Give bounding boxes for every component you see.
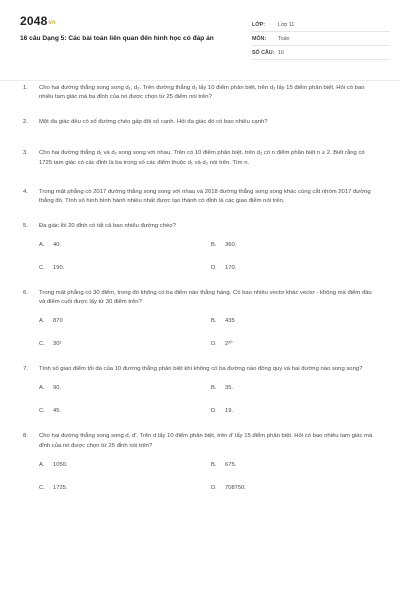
choice-label: D. <box>211 341 217 348</box>
choice-d[interactable] <box>211 340 383 349</box>
question-number: 3. <box>23 150 28 157</box>
answer-choices <box>39 461 378 493</box>
choice-text: 45. <box>53 408 62 415</box>
choice-text: 360. <box>225 242 237 249</box>
question-7 <box>23 365 378 416</box>
choice-text: 19. <box>225 408 234 415</box>
choice-b[interactable] <box>211 384 383 393</box>
question-4 <box>23 188 378 206</box>
question-text: Đa giác lồi 20 đỉnh có tất cả bao nhiêu đường chéo? <box>39 222 176 229</box>
choice-text: 90. <box>53 385 62 392</box>
meta-value: Lớp 11 <box>278 21 295 28</box>
choice-d[interactable] <box>211 407 383 416</box>
answer-choices <box>39 384 378 416</box>
question-5 <box>23 222 378 273</box>
choice-label: B. <box>211 242 217 249</box>
choice-label: B. <box>211 461 217 468</box>
question-text: Cho hai đường thẳng d₁ và d₂ song song với nhau. Trên có 10 điểm phân biệt, trên d₂ có n điểm phân biệt n ≥ 2. Biết rằng có 1725 tam giác có các đỉnh là ba trong số các điểm thuộc d₁ và d₂ nói trên. Tìm n. <box>39 150 365 166</box>
choice-c[interactable] <box>39 407 211 416</box>
question-list <box>23 84 378 493</box>
header-divider <box>0 80 400 81</box>
meta-value: Toán <box>278 35 290 42</box>
choice-a[interactable] <box>39 241 211 250</box>
choice-text: 1725. <box>53 484 68 491</box>
question-text: Trong mặt phẳng có 2017 đường thẳng song song với nhau và 2018 đường thẳng song song khác cùng cắt nhóm 2017 đường thẳng đó. Tính số hình bình hành nhiều nhất được tạo thành có đỉnh là các giao điểm nói trên. <box>39 188 371 204</box>
choice-a[interactable] <box>39 384 211 393</box>
logo-number: 2048 <box>20 14 48 28</box>
choice-d[interactable] <box>211 484 383 493</box>
choice-text: 190. <box>53 265 65 272</box>
question-text: Tính số giao điểm tối đa của 10 đường thẳng phân biệt khi không có ba đường nào đồng quy và hai đường nào song song? <box>39 366 363 373</box>
answer-choices <box>39 317 378 349</box>
choice-text: 870 <box>53 318 63 325</box>
meta-row-subject <box>252 32 390 46</box>
choice-b[interactable] <box>211 461 383 470</box>
question-6 <box>23 289 378 349</box>
choice-label: C. <box>39 341 45 348</box>
choice-b[interactable] <box>211 317 383 326</box>
choice-label: D. <box>211 265 217 272</box>
question-3 <box>23 149 378 167</box>
choice-text: 675. <box>225 461 237 468</box>
question-number: 4. <box>23 188 28 195</box>
question-text: Cho hai đường thẳng song song d, d′. Trên d lấy 10 điểm phân biệt, trên d′ lấy 15 điểm phân biệt. Hỏi có bao nhiêu tam giác mà đỉnh của nó được chọn từ 25 đỉnh nói trên? <box>39 433 373 449</box>
question-2 <box>23 118 378 127</box>
choice-b[interactable] <box>211 241 383 250</box>
choice-text: 708750. <box>225 484 246 491</box>
choice-text: 1050. <box>53 461 68 468</box>
choice-a[interactable] <box>39 461 211 470</box>
choice-text: 35. <box>225 385 234 392</box>
choice-label: B. <box>211 385 217 392</box>
question-number: 8. <box>23 433 28 440</box>
meta-label: LỚP: <box>252 21 266 28</box>
choice-label: B. <box>211 318 217 325</box>
choice-c[interactable] <box>39 484 211 493</box>
question-number: 5. <box>23 222 28 229</box>
choice-label: A. <box>39 242 45 249</box>
choice-c[interactable] <box>39 264 211 273</box>
document-header <box>20 14 390 62</box>
choice-text: 40. <box>53 242 62 249</box>
choice-label: C. <box>39 265 45 272</box>
site-logo[interactable] <box>20 14 56 28</box>
choice-label: C. <box>39 484 45 491</box>
choice-label: A. <box>39 461 45 468</box>
question-number: 1. <box>23 85 28 91</box>
choice-label: A. <box>39 318 45 325</box>
choice-label: D. <box>211 408 217 415</box>
meta-table <box>252 18 390 60</box>
meta-row-count <box>252 46 390 60</box>
meta-label: SỐ CÂU: <box>252 49 275 56</box>
choice-label: D. <box>211 484 217 491</box>
question-number: 6. <box>23 290 28 297</box>
choice-text: 30² <box>53 341 62 348</box>
meta-row-grade <box>252 18 390 32</box>
choice-d[interactable] <box>211 264 383 273</box>
logo-suffix: vn <box>48 20 56 26</box>
question-8 <box>23 432 378 492</box>
question-number: 7. <box>23 366 28 373</box>
question-text: Trong mặt phẳng có 30 điểm, trong đó không có ba điểm nào thẳng hàng. Có bao nhiêu vectơ khác vectơ - không mà điểm đầu và điểm cuối được lấy từ 30 điểm trên? <box>39 290 372 306</box>
meta-value: 16 <box>278 49 284 56</box>
question-1 <box>23 84 378 102</box>
choice-label: C. <box>39 408 45 415</box>
question-text: Một đa giác đều có số đường chéo gấp đôi số cạnh. Hỏi đa giác đó có bao nhiêu cạnh? <box>39 119 268 126</box>
question-text: Cho hai đường thẳng song song d₁, d₂. Trên đường thẳng d₁ lấy 10 điểm phân biệt, trên d₂ lấy 15 điểm phân biệt. Hỏi có bao nhiêu tam giác mà ba đỉnh của nó được chọn từ 25 điểm nói trên? <box>39 85 365 101</box>
choice-text: 170. <box>225 265 237 272</box>
choice-a[interactable] <box>39 317 211 326</box>
question-number: 2. <box>23 119 28 126</box>
answer-choices <box>39 241 378 273</box>
choice-text: 2³⁰ <box>225 341 233 348</box>
choice-text: 435 <box>225 318 235 325</box>
choice-label: A. <box>39 385 45 392</box>
choice-c[interactable] <box>39 340 211 349</box>
document-title: 16 câu Dạng 5: Các bài toán liên quan đến hình học có đáp án <box>20 35 214 42</box>
meta-label: MÔN: <box>252 35 267 42</box>
